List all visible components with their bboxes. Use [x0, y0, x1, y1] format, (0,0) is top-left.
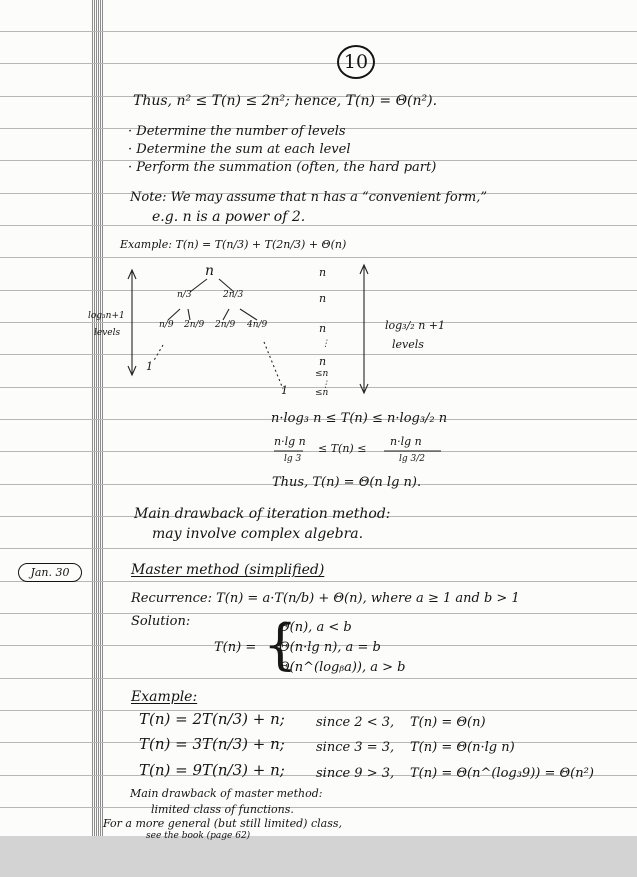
iteration-drawback-line-2: may involve complex algebra. — [152, 526, 364, 542]
example-2-row-1-result: T(n) = Θ(n) — [410, 715, 486, 730]
example-2-label: Example: — [131, 689, 198, 705]
example-2-row-2-result: T(n) = Θ(n·lg n) — [410, 740, 515, 755]
example-1-label: Example: T(n) = T(n/3) + T(2n/3) + Θ(n) — [120, 238, 347, 251]
master-method-title: Master method (simplified) — [131, 562, 325, 578]
master-recurrence: Recurrence: T(n) = a·T(n/b) + Θ(n), where a ≥ 1 and b > 1 — [131, 591, 520, 606]
note-line-2: e.g. n is a power of 2. — [152, 209, 306, 225]
level-sum-3: n — [319, 322, 327, 335]
bound-middle: ≤ T(n) ≤ — [318, 442, 367, 455]
tree-right-leaf: 1 — [281, 384, 288, 397]
master-case-2: Θ(n·lg n), a = b — [279, 640, 381, 655]
case-brace: { — [263, 613, 298, 676]
level-sum-5: ≤n — [315, 369, 329, 379]
date-tag: Jan. 30 — [18, 563, 82, 582]
left-depth-label-line-2: levels — [94, 328, 121, 338]
bound-inequality-1: n·log₃ n ≤ T(n) ≤ n·log₃/₂ n — [271, 411, 448, 426]
bound-left-denominator: lg 3 — [284, 454, 302, 464]
iteration-bullet-2: · Determine the sum at each level — [128, 142, 351, 157]
level-sum-1: n — [319, 266, 327, 279]
tree-left-leaf: 1 — [146, 360, 153, 373]
example-2-row-2-equation: T(n) = 3T(n/3) + n; — [139, 735, 285, 753]
footer-line-1: Main drawback of master method: — [130, 787, 323, 800]
note-line-1: Note: We may assume that n has a “convenient form,” — [130, 190, 488, 205]
iteration-conclusion: Thus, T(n) = Θ(n lg n). — [272, 475, 422, 490]
example-2-row-1-equation: T(n) = 2T(n/3) + n; — [139, 710, 285, 728]
level-sum-4: n — [319, 355, 327, 368]
tree-level-2-first: n/9 — [159, 320, 174, 330]
iteration-bullet-1: · Determine the number of levels — [128, 124, 346, 139]
example-2-row-1-condition: since 2 < 3, — [316, 715, 395, 730]
example-2-row-2-condition: since 3 = 3, — [316, 740, 395, 755]
footer-line-4: see the book (page 62) — [146, 831, 251, 841]
bound-left-numerator: n·lg n — [274, 435, 306, 448]
tree-level-2-fourth: 4n/9 — [247, 320, 268, 330]
tree-level-2-third: 2n/9 — [215, 320, 236, 330]
example-2-row-3-condition: since 9 > 3, — [316, 766, 395, 781]
footer-line-2: limited class of functions. — [151, 803, 294, 816]
bound-right-denominator: lg 3/2 — [399, 454, 425, 464]
page-number: 10 — [337, 45, 375, 79]
example-2-row-3-result: T(n) = Θ(n^(log₃9)) = Θ(n²) — [410, 766, 594, 781]
iteration-bound-line: Thus, n² ≤ T(n) ≤ 2n²; hence, T(n) = Θ(n²). — [133, 93, 438, 109]
tree-level-1-left: n/3 — [177, 290, 192, 300]
right-depth-label-line-1: log₃/₂ n +1 — [385, 319, 446, 332]
example-2-row-3-equation: T(n) = 9T(n/3) + n; — [139, 761, 285, 779]
footer-line-3: For a more general (but still limited) class, — [103, 817, 342, 830]
iteration-bullet-3: · Perform the summation (often, the hard part) — [128, 160, 437, 175]
level-sum-6: ≤n — [315, 388, 329, 398]
master-solution-label: Solution: — [131, 614, 191, 629]
level-sum-2: n — [319, 292, 327, 305]
tree-level-1-right: 2n/3 — [223, 290, 244, 300]
left-depth-label-line-1: log₃n+1 — [88, 311, 125, 321]
tree-root: n — [205, 263, 215, 279]
tree-level-2-second: 2n/9 — [184, 320, 205, 330]
bound-right-numerator: n·lg n — [390, 435, 422, 448]
iteration-drawback-line-1: Main drawback of iteration method: — [134, 506, 391, 522]
master-case-3: Θ(n^(logᵦa)), a > b — [279, 660, 406, 675]
level-sum-ellipsis-1: ⋮ — [321, 339, 330, 349]
master-case-1: Θ(n), a < b — [279, 620, 352, 635]
master-solution-lhs: T(n) = — [214, 640, 257, 655]
level-sum-ellipsis-2: ⋮ — [321, 380, 330, 390]
right-depth-label-line-2: levels — [392, 338, 424, 351]
